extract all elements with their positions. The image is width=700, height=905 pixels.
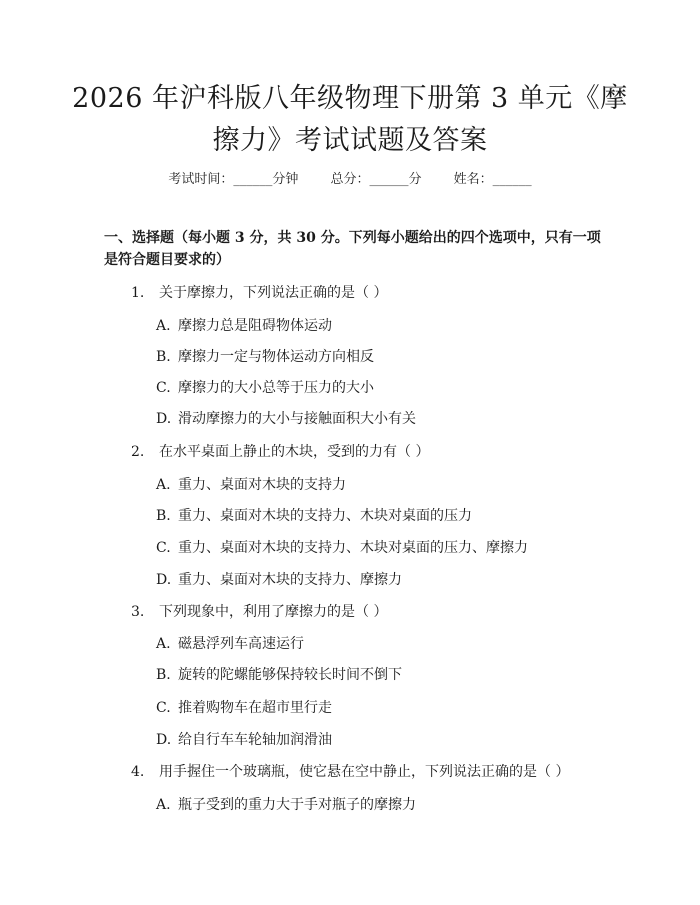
option-text: 滑动摩擦力的大小与接触面积大小有关 (178, 411, 416, 427)
question-text: 用手握住一个玻璃瓶，使它悬在空中静止，下列说法正确的是（ ） (159, 764, 570, 780)
option-text: 给自行车车轮轴加润滑油 (178, 732, 332, 748)
option-letter: A. (156, 477, 171, 493)
q1-option-c (156, 377, 374, 397)
option-text: 旋转的陀螺能够保持较长时间不倒下 (178, 667, 402, 683)
option-letter: C. (156, 700, 171, 716)
question-3 (131, 601, 387, 621)
option-letter: A. (156, 636, 171, 652)
option-letter: A. (156, 797, 171, 813)
option-text: 推着购物车在超市里行走 (178, 700, 332, 716)
option-text: 重力、桌面对木块的支持力 (178, 477, 346, 493)
question-4 (131, 761, 569, 781)
q4-option-a (156, 794, 416, 814)
option-text: 瓶子受到的重力大于手对瓶子的摩擦力 (178, 797, 416, 813)
q3-option-a (156, 633, 304, 653)
question-number: 3. (131, 604, 145, 620)
option-letter: D. (156, 732, 172, 748)
q2-option-c (156, 537, 528, 557)
exam-meta (0, 168, 700, 187)
option-text: 摩擦力的大小总等于压力的大小 (178, 380, 374, 396)
option-text: 重力、桌面对木块的支持力、木块对桌面的压力 (178, 508, 472, 524)
option-letter: C. (156, 540, 171, 556)
q1-option-a (156, 315, 332, 335)
q2-option-d (156, 569, 402, 589)
q3-option-b (156, 664, 402, 684)
q1-option-d (156, 408, 416, 428)
q3-option-c (156, 697, 332, 717)
question-number: 1. (131, 285, 145, 301)
q2-option-b (156, 505, 472, 525)
option-letter: D. (156, 411, 172, 427)
option-text: 重力、桌面对木块的支持力、木块对桌面的压力、摩擦力 (178, 540, 528, 556)
question-number: 4. (131, 764, 145, 780)
question-number: 2. (131, 444, 145, 460)
option-text: 摩擦力总是阻碍物体运动 (178, 318, 332, 334)
section-heading: 一、选择题（每小题 3 分，共 30 分。下列每小题给出的四个选项中，只有一项是符合题目要求的） (104, 230, 601, 268)
option-letter: C. (156, 380, 171, 396)
student-name: 姓名：______ (453, 172, 532, 187)
option-letter: A. (156, 318, 171, 334)
title-line-1: 2026 年沪科版八年级物理下册第 3 单元《摩 (72, 83, 628, 114)
option-letter: B. (156, 349, 171, 365)
exam-time: 考试时间：______分钟 (168, 172, 299, 187)
document-title (40, 78, 660, 162)
option-text: 磁悬浮列车高速运行 (178, 636, 304, 652)
option-letter: D. (156, 572, 172, 588)
option-letter: B. (156, 667, 171, 683)
option-text: 重力、桌面对木块的支持力、摩擦力 (178, 572, 402, 588)
question-1 (131, 282, 387, 302)
q2-option-a (156, 474, 346, 494)
question-text: 下列现象中，利用了摩擦力的是（ ） (159, 604, 388, 620)
q1-option-b (156, 346, 374, 366)
q3-option-d (156, 729, 332, 749)
title-line-2: 擦力》考试试题及答案 (212, 125, 488, 156)
question-text: 关于摩擦力，下列说法正确的是（ ） (159, 285, 388, 301)
question-text: 在水平桌面上静止的木块，受到的力有（ ） (159, 444, 430, 460)
option-text: 摩擦力一定与物体运动方向相反 (178, 349, 374, 365)
total-score: 总分：______分 (330, 172, 422, 187)
question-2 (131, 441, 429, 461)
option-letter: B. (156, 508, 171, 524)
